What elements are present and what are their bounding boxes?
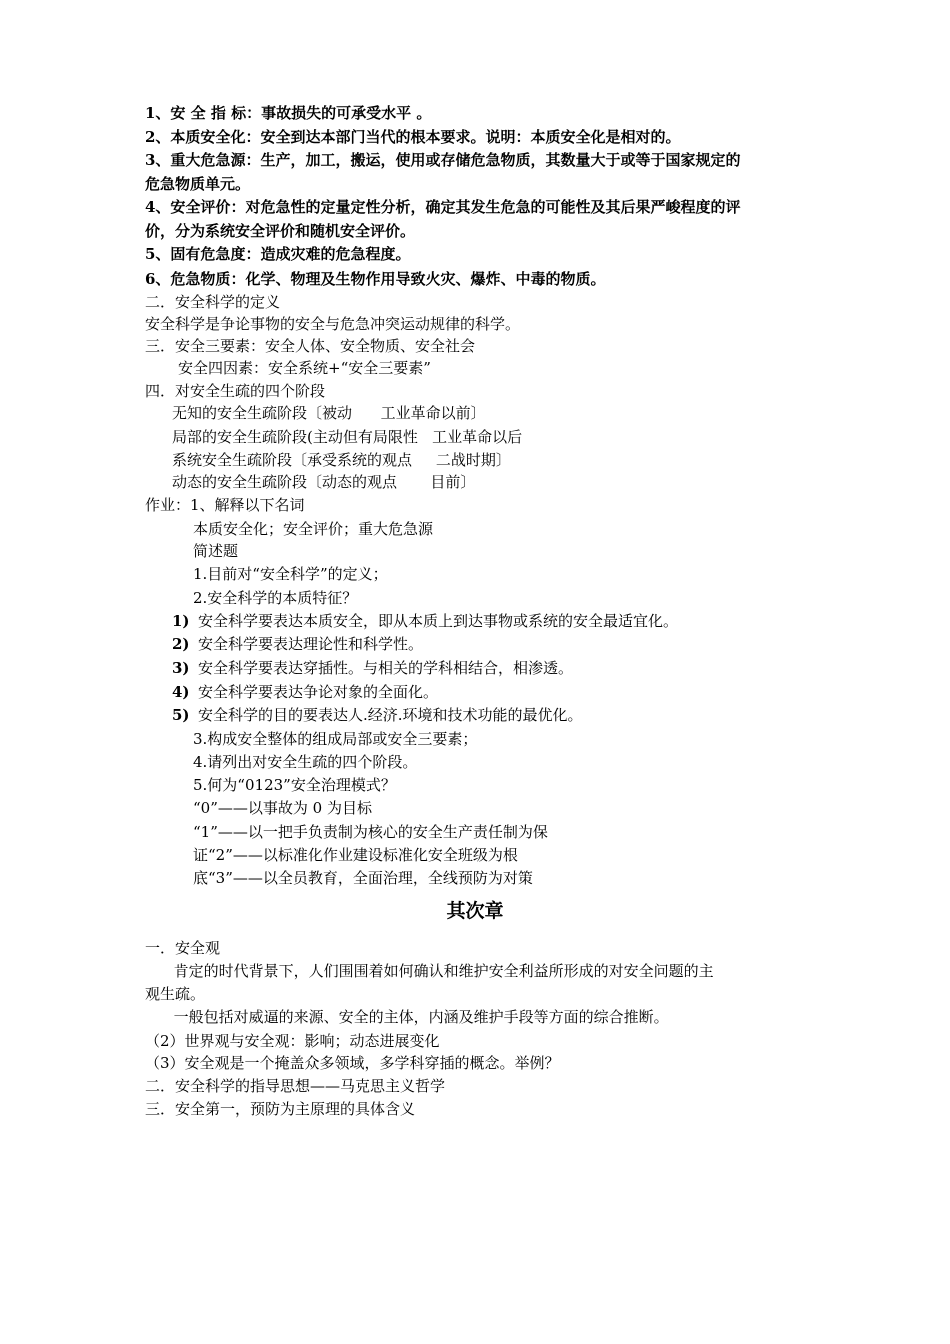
feature-item [172, 705, 583, 725]
feature-number: 2) [172, 635, 190, 653]
feature-number: 1) [172, 612, 190, 630]
feature-text: 安全科学要表达争论对象的全面化。 [198, 683, 439, 701]
feature-item [172, 634, 423, 654]
section-title: 二．安全科学的定义 [145, 293, 281, 311]
definition-item: 3、重大危急源：生产，加工，搬运，使用或存储危急物质，其数量大于或等于国家规定的 [145, 151, 741, 169]
stage-item: 系统安全生疏阶段〔承受系统的观点 二战时期〕 [172, 451, 511, 469]
definition-item: 价，分为系统安全评价和随机安全评价。 [145, 222, 416, 240]
section-title: 二．安全科学的指导思想——马克思主义哲学 [145, 1077, 446, 1095]
subsection-line: （3）安全观是一个掩盖众多领域，多学科穿插的概念。举例？ [145, 1054, 560, 1072]
mode-line: 证“2”——以标准化作业建设标准化安全班级为根 [193, 846, 518, 864]
question: 3.构成安全整体的组成局部或安全三要素； [193, 730, 478, 748]
feature-text: 安全科学要表达穿插性。与相关的学科相结合，相渗透。 [198, 659, 574, 677]
definition-item: 2、本质安全化：安全到达本部门当代的根本要求。说明：本质安全化是相对的。 [145, 128, 681, 146]
feature-text: 安全科学要表达理论性和科学性。 [198, 635, 424, 653]
section-title: 三．安全第一，预防为主原理的具体含义 [145, 1100, 416, 1118]
homework-terms: 本质安全化；安全评价；重大危急源 [193, 520, 434, 538]
subsection-line: （2）世界观与安全观：影响；动态进展变化 [145, 1032, 440, 1050]
mode-line: “0”——以事故为 0 为目标 [193, 799, 372, 817]
paragraph-line: 一般包括对威逼的来源、安全的主体，内涵及维护手段等方面的综合推断。 [145, 1008, 669, 1026]
definition-item: 1、安 全 指 标：事故损失的可承受水平 。 [145, 104, 432, 122]
stage-item: 动态的安全生疏阶段〔动态的观点 目前〕 [172, 473, 476, 491]
chapter-title: 其次章 [446, 900, 504, 922]
feature-number: 4) [172, 683, 190, 701]
homework-title: 作业：1、解释以下名词 [145, 496, 305, 514]
question: 1.目前对“安全科学”的定义； [193, 565, 388, 583]
feature-text: 安全科学的目的要表达人.经济.环境和技术功能的最优化。 [198, 706, 583, 724]
stage-item: 局部的安全生疏阶段(主动但有局限性 工业革命以后 [172, 428, 523, 446]
feature-item [172, 611, 678, 631]
section-title: 三．安全三要素：安全人体、安全物质、安全社会 [145, 337, 476, 355]
feature-item [172, 682, 438, 702]
question: 5.何为“0123”安全治理模式？ [193, 776, 396, 794]
stage-item: 无知的安全生疏阶段〔被动 工业革命以前〕 [172, 404, 486, 422]
homework-subtitle: 简述题 [193, 542, 239, 560]
question: 4.请列出对安全生疏的四个阶段。 [193, 753, 418, 771]
mode-line: 底“3”——以全员教育，全面治理，全线预防为对策 [193, 869, 533, 887]
feature-item [172, 658, 573, 678]
mode-line: “1”——以一把手负责制为核心的安全生产责任制为保 [193, 823, 548, 841]
definition-item: 6、危急物质：化学、物理及生物作用导致火灾、爆炸、中毒的物质。 [145, 270, 606, 288]
section-title: 四．对安全生疏的四个阶段 [145, 382, 326, 400]
feature-number: 5) [172, 706, 190, 724]
section-text: 安全科学是争论事物的安全与危急冲突运动规律的科学。 [145, 315, 521, 333]
definition-item: 危急物质单元。 [145, 175, 251, 193]
feature-text: 安全科学要表达本质安全，即从本质上到达事物或系统的安全最适宜化。 [198, 612, 679, 630]
section-text: 安全四因素：安全系统+“安全三要素” [178, 359, 431, 377]
definition-item: 5、固有危急度：造成灾难的危急程度。 [145, 245, 411, 263]
question: 2.安全科学的本质特征？ [193, 589, 358, 607]
paragraph-line: 观生疏。 [145, 985, 206, 1003]
feature-number: 3) [172, 659, 190, 677]
section-title: 一．安全观 [145, 939, 221, 957]
definition-item: 4、安全评价：对危急性的定量定性分析，确定其发生危急的可能性及其后果严峻程度的评 [145, 198, 741, 216]
paragraph-line: 肯定的时代背景下，人们围围着如何确认和维护安全利益所形成的对安全问题的主 [145, 962, 714, 980]
